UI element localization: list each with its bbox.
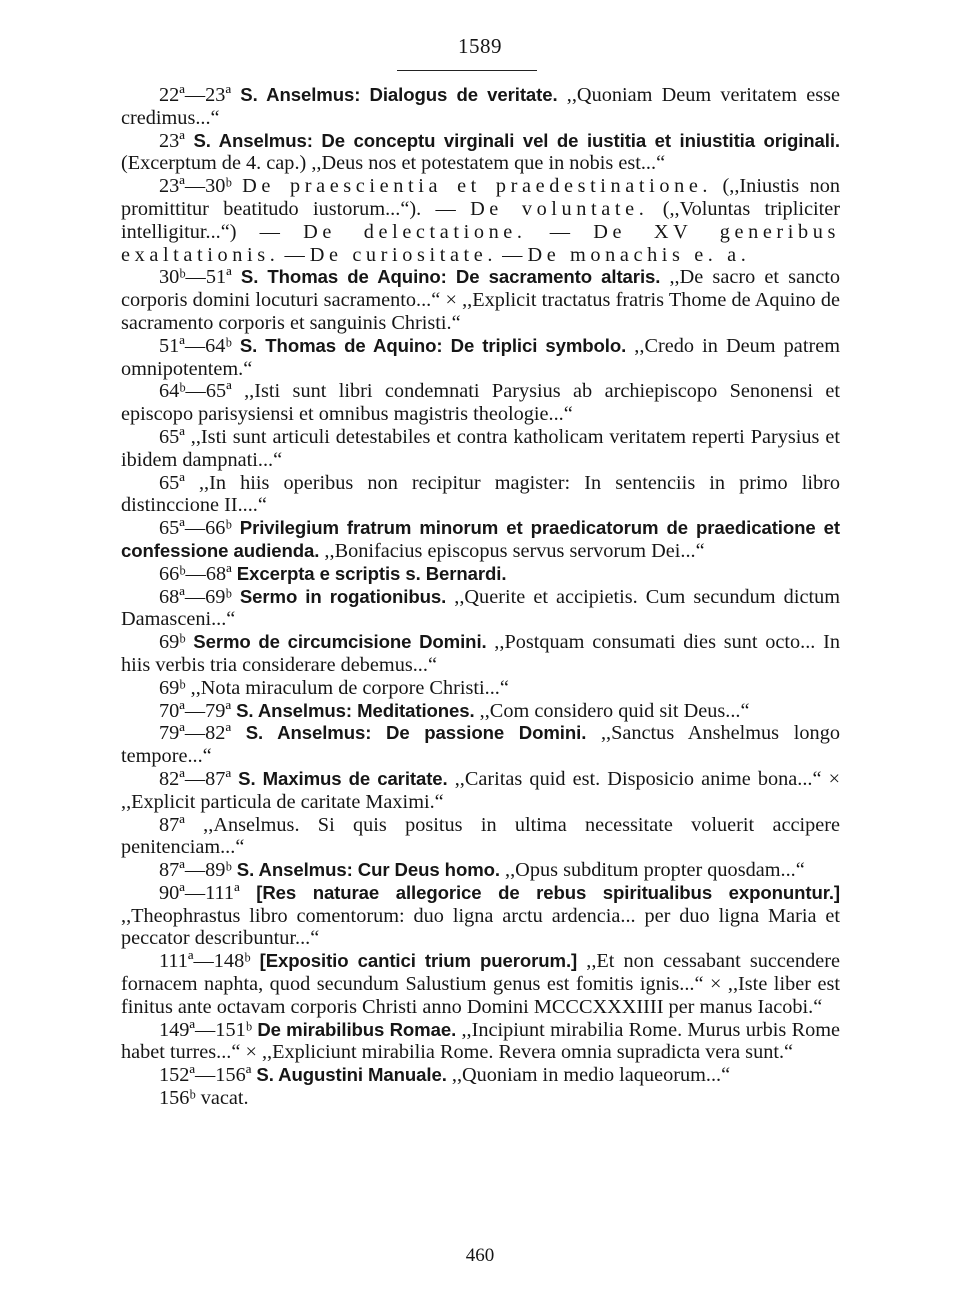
incipit-text: ,,Sanctus Anshelmus longo tempore...“ — [121, 722, 840, 768]
folio-reference: 82ª—87ª — [159, 767, 239, 790]
folio-reference: 69ᵇ — [159, 631, 194, 654]
folio-reference: 149ª—151ᵇ — [159, 1018, 258, 1041]
incipit-text: ,,Quoniam Deum veritatem esse credimus...“ — [121, 84, 840, 129]
folio-reference: 68ª—69ᵇ — [159, 585, 240, 608]
incipit-text: vacat. — [200, 1087, 249, 1110]
folio-reference: 87ª—89ᵇ — [159, 859, 237, 882]
spaced-title: De XV generibus exaltationis. — [121, 220, 840, 266]
folio-reference: 65ª—66ᵇ — [159, 517, 240, 540]
spaced-title: De curiositate. — [309, 243, 498, 266]
catalog-entry — [121, 380, 840, 426]
work-title: Privilegium fratrum minorum et praedicatorum de praedicatione et confessione audienda. — [121, 517, 840, 561]
folio-reference: 79ª—82ª — [159, 722, 246, 745]
catalog-entry — [121, 586, 840, 632]
footer-page-number: 460 — [465, 1245, 495, 1266]
incipit-text: (,,Voluntas tripliciter intelligitur...“) — — [121, 197, 840, 243]
spaced-title: De praescientia et praedestinatione. — [242, 175, 713, 198]
work-title: S. Anselmus: De passione Domini. — [245, 722, 587, 744]
catalog-entry — [121, 1087, 840, 1110]
folio-reference: 111ª—148ᵇ — [159, 950, 260, 973]
folio-reference: 30ᵇ—51ª — [159, 266, 241, 289]
catalog-entry — [121, 882, 840, 950]
catalog-entry — [121, 1019, 840, 1065]
incipit-text: ,,Isti sunt libri condemnati Parysius ab archiepiscopo Senonensi et episcopo parisysiensi et omnibus magistris theologie...“ — [121, 380, 840, 426]
folio-reference: 66ᵇ—68ª — [159, 562, 237, 585]
incipit-text: (,,Iniustis non promittitur beatitudo iustorum...“). — — [121, 175, 840, 220]
spaced-title: De voluntate. — [470, 197, 649, 220]
folio-reference: 23ª—30ᵇ — [159, 175, 243, 198]
folio-reference: 69ᵇ — [159, 676, 191, 699]
folio-reference: 87ª — [159, 813, 204, 836]
folio-reference: 64ᵇ—65ª — [159, 380, 245, 403]
catalog-entry — [121, 700, 840, 723]
catalog-entry — [121, 563, 840, 586]
work-title: S. Augustini Manuale. — [256, 1064, 447, 1086]
catalog-entry — [121, 950, 840, 1018]
incipit-text: ,,Quoniam in medio laqueorum...“ — [446, 1064, 731, 1087]
catalog-entry — [121, 84, 840, 130]
work-title: S. Anselmus: Dialogus de veritate. — [240, 84, 558, 105]
folio-reference: 23ª — [159, 129, 194, 152]
work-title: [Res naturae allegorice de rebus spiritualibus exponuntur.] — [256, 881, 840, 903]
header-rule — [397, 70, 537, 71]
folio-reference: 65ª — [159, 471, 199, 494]
catalog-entry — [121, 814, 840, 860]
incipit-text: ,,Anselmus. Si quis positus in ultima necessitate voluerit accipere penitenciam...“ — [121, 813, 841, 859]
folio-reference: 90ª—111ª — [159, 881, 257, 904]
work-title: S. Anselmus: De conceptu virginali vel de iustitia et iniustitia originali. — [193, 129, 840, 151]
spaced-title: De monachis e. a. — [527, 243, 751, 266]
incipit-text: ,,Postquam consumati dies sunt octo... In hiis verbis tria considerare debemus...“ — [121, 631, 840, 676]
catalog-entry — [121, 1064, 840, 1087]
catalog-entry — [121, 768, 840, 814]
folio-reference: 152ª—156ª — [159, 1064, 257, 1087]
entry-list — [121, 84, 840, 1110]
work-title: S. Anselmus: Cur Deus homo. — [236, 859, 500, 881]
incipit-text: ,,Et non cessabant succendere fornacem naphta, quod secundum Salustium genus est fomitis ignis...“ × ,,Iste liber est finitus ante octavam corporis Christi anno Domini MCCCXXXIIII per manus Iacobi.“ — [121, 950, 840, 1018]
separator-text: — — [497, 243, 528, 266]
catalog-entry — [121, 722, 840, 768]
work-title: Sermo de circumcisione Domini. — [193, 631, 487, 653]
incipit-text: ,,Incipiunt mirabilia Rome. Murus urbis Rome habet turres...“ × ,,Expliciunt mirabilia Rome. Revera omnia supradicta vera sunt.“ — [121, 1018, 841, 1064]
page-number: 1589 — [458, 34, 502, 58]
work-title: De mirabilibus Romae. — [257, 1018, 457, 1040]
incipit-text: ,,Isti sunt articuli detestabiles et contra katholicam veritatem reperti Parysius et ibidem dampnati...“ — [121, 425, 840, 471]
folio-reference: 22ª—23ª — [159, 84, 241, 106]
incipit-text: ,,Credo in Deum patrem omnipotentem.“ — [121, 334, 840, 380]
incipit-text: ,,Opus subditum propter quosdam...“ — [499, 859, 805, 882]
incipit-text: ,,Com considero quid sit Deus...“ — [474, 699, 750, 722]
folio-reference: 51ª—64ᵇ — [159, 334, 240, 357]
catalog-entry — [121, 859, 840, 882]
work-title: [Expositio cantici trium puerorum.] — [259, 950, 578, 972]
folio-reference: 65ª — [159, 425, 191, 448]
folio-reference: 70ª—79ª — [159, 699, 237, 722]
catalog-entry — [121, 472, 840, 518]
incipit-text: ,,Nota miraculum de corpore Christi...“ — [190, 676, 509, 699]
separator-text: — — [526, 220, 594, 243]
incipit-text: ,,Caritas quid est. Disposicio anime bona...“ × ,,Explicit particula de caritate Maximi.“ — [121, 767, 841, 813]
catalog-entry — [121, 677, 840, 700]
catalog-entry — [121, 426, 840, 472]
catalog-entry — [121, 175, 840, 266]
incipit-text: ,,Theophrastus libro comentorum: duo ligna arctu ardencia... per duo ligna Maria et peccator describuntur...“ — [121, 904, 840, 950]
work-title: S. Thomas de Aquino: De sacramento altaris. — [240, 266, 661, 288]
incipit-text: ,,Bonifacius episcopus servus servorum Dei...“ — [319, 539, 705, 562]
work-title: S. Thomas de Aquino: De triplici symbolo. — [239, 334, 627, 356]
catalog-entry — [121, 335, 840, 381]
incipit-text: ,,Querite et accipietis. Cum secundum dictum Damasceni...“ — [121, 585, 841, 631]
catalog-entry — [121, 266, 840, 334]
work-title: Sermo in rogationibus. — [239, 585, 447, 607]
catalog-entry — [121, 517, 840, 563]
incipit-text: ,,In hiis operibus non recipitur magister: In sentenciis in primo libro distinccione II....“ — [121, 471, 840, 517]
work-title: S. Anselmus: Meditationes. — [236, 699, 475, 721]
catalog-entry — [121, 631, 840, 677]
work-title: S. Maximus de caritate. — [238, 767, 448, 789]
folio-reference: 156ᵇ — [159, 1087, 201, 1110]
separator-text: — — [279, 243, 310, 266]
incipit-text: (Excerptum de 4. cap.) ,,Deus nos et potestatem que in nobis est...“ — [121, 152, 666, 175]
spaced-title: De delectatione. — [303, 220, 527, 243]
catalog-entry — [121, 130, 840, 176]
incipit-text: ,,De sacro et sancto corporis domini locuturi sacramento...“ × ,,Explicit tractatus fratris Thome de Aquino de sacramento corporis et sanguinis Christi.“ — [121, 266, 840, 334]
work-title: Excerpta e scriptis s. Bernardi. — [236, 562, 507, 584]
